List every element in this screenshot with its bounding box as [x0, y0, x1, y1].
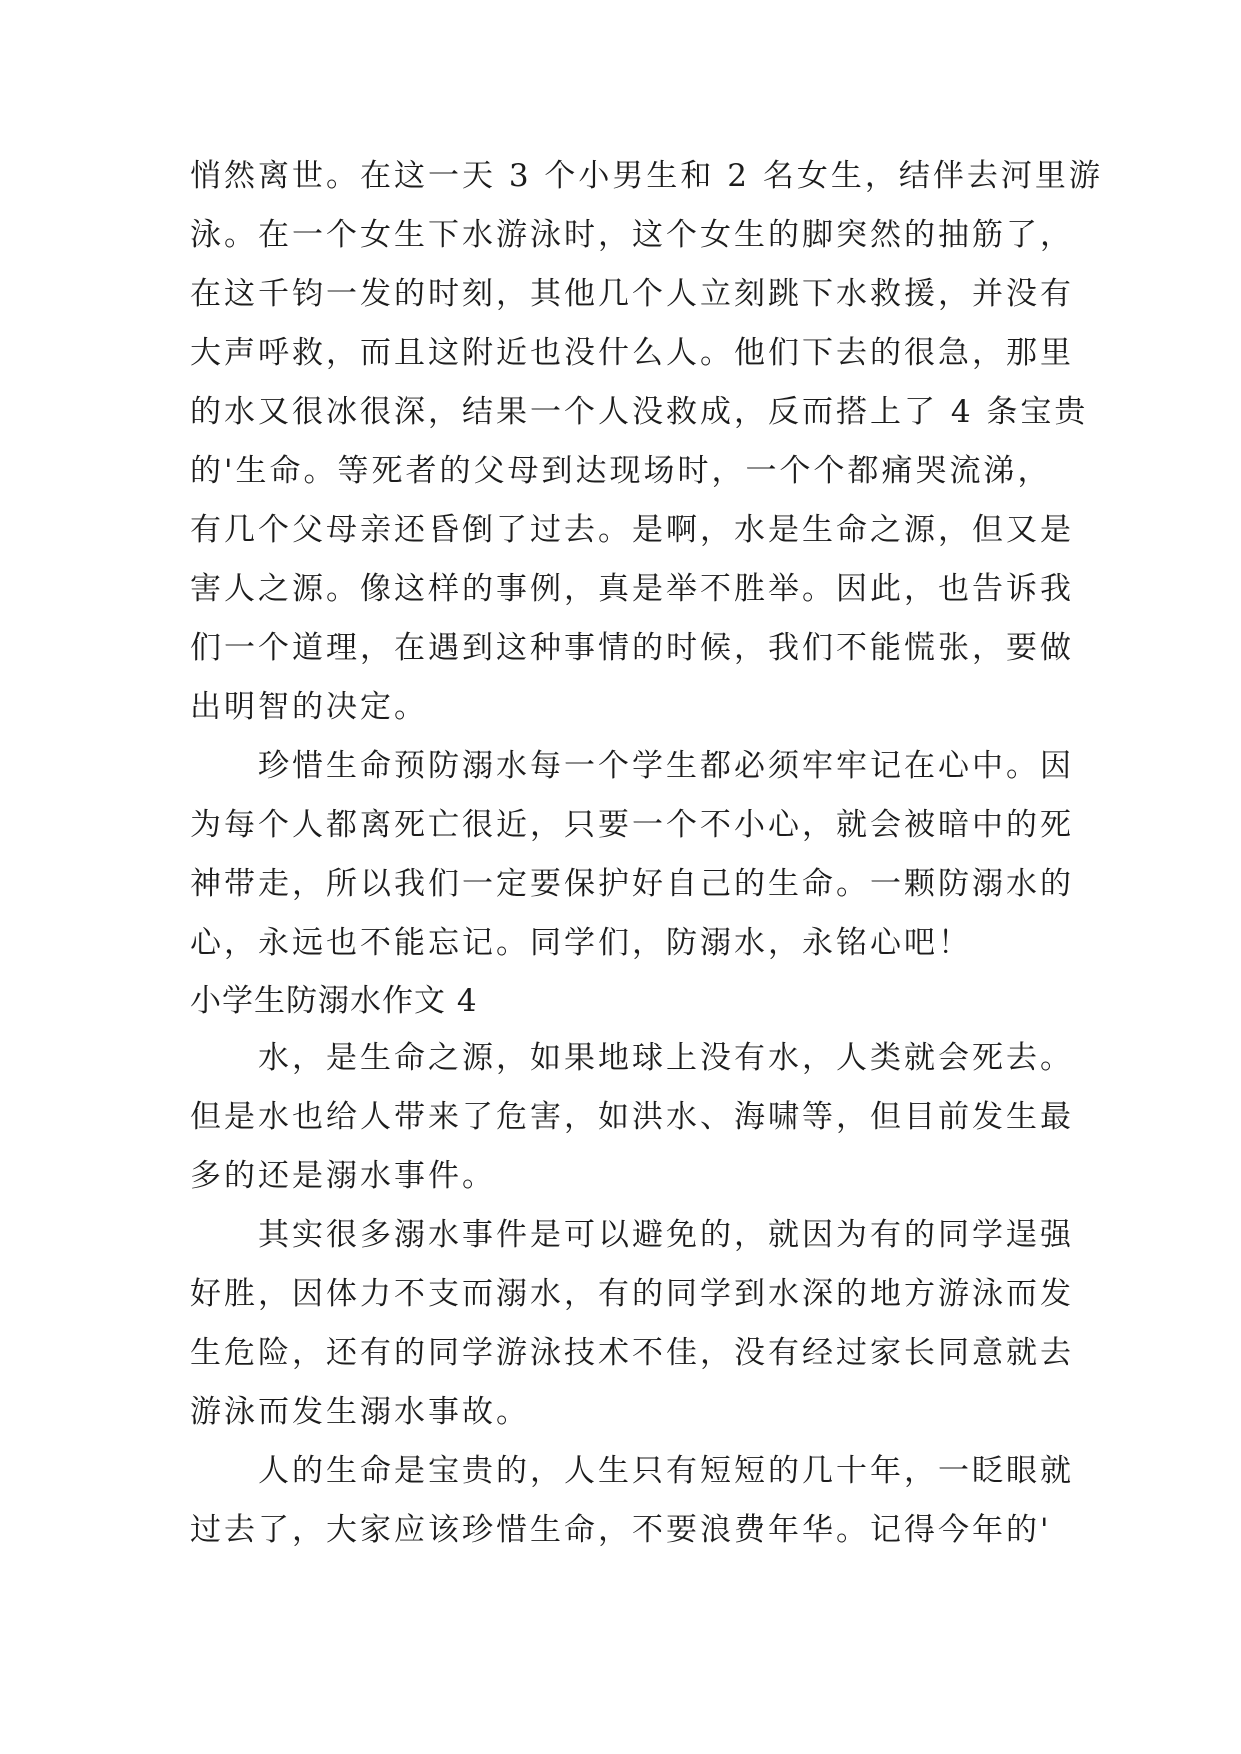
text-line: 泳。在一个女生下水游泳时，这个女生的脚突然的抽筋了，	[190, 217, 1074, 253]
text-line: 悄然离世。在这一天 3 个小男生和 2 名女生，结伴去河里游	[190, 158, 1103, 194]
text-line: 水，是生命之源，如果地球上没有水，人类就会死去。	[190, 1040, 1074, 1076]
text-line: 人的生命是宝贵的，人生只有短短的几十年，一眨眼就	[190, 1453, 1074, 1489]
text-line: 的'生命。等死者的父母到达现场时，一个个都痛哭流涕，	[190, 453, 1052, 489]
text-line: 的水又很冰很深，结果一个人没救成，反而搭上了 4 条宝贵	[190, 394, 1089, 430]
text-line: 大声呼救，而且这附近也没什么人。他们下去的很急，那里	[190, 335, 1074, 371]
text-line: 出明智的决定。	[190, 689, 428, 725]
text-line: 们一个道理，在遇到这种事情的时候，我们不能慌张，要做	[190, 630, 1074, 666]
text-line: 多的还是溺水事件。	[190, 1158, 496, 1194]
text-line: 过去了，大家应该珍惜生命，不要浪费年华。记得今年的'	[190, 1512, 1052, 1548]
text-line: 好胜，因体力不支而溺水，有的同学到水深的地方游泳而发	[190, 1276, 1074, 1312]
text-line: 其实很多溺水事件是可以避免的，就因为有的同学逞强	[190, 1217, 1074, 1253]
text-line: 但是水也给人带来了危害，如洪水、海啸等，但目前发生最	[190, 1099, 1074, 1135]
text-line: 心，永远也不能忘记。同学们，防溺水，永铭心吧！	[190, 925, 972, 961]
section-heading: 小学生防溺水作文 4	[190, 983, 478, 1019]
text-line: 神带走，所以我们一定要保护好自己的生命。一颗防溺水的	[190, 866, 1074, 902]
text-line: 在这千钧一发的时刻，其他几个人立刻跳下水救援，并没有	[190, 276, 1074, 312]
text-line: 害人之源。像这样的事例，真是举不胜举。因此，也告诉我	[190, 571, 1074, 607]
document-body	[190, 147, 1103, 1560]
text-line: 生危险，还有的同学游泳技术不佳，没有经过家长同意就去	[190, 1335, 1074, 1371]
text-line: 有几个父母亲还昏倒了过去。是啊，水是生命之源，但又是	[190, 512, 1074, 548]
text-line: 为每个人都离死亡很近，只要一个不小心，就会被暗中的死	[190, 807, 1074, 843]
text-line: 游泳而发生溺水事故。	[190, 1394, 530, 1430]
text-line: 珍惜生命预防溺水每一个学生都必须牢牢记在心中。因	[190, 748, 1074, 784]
